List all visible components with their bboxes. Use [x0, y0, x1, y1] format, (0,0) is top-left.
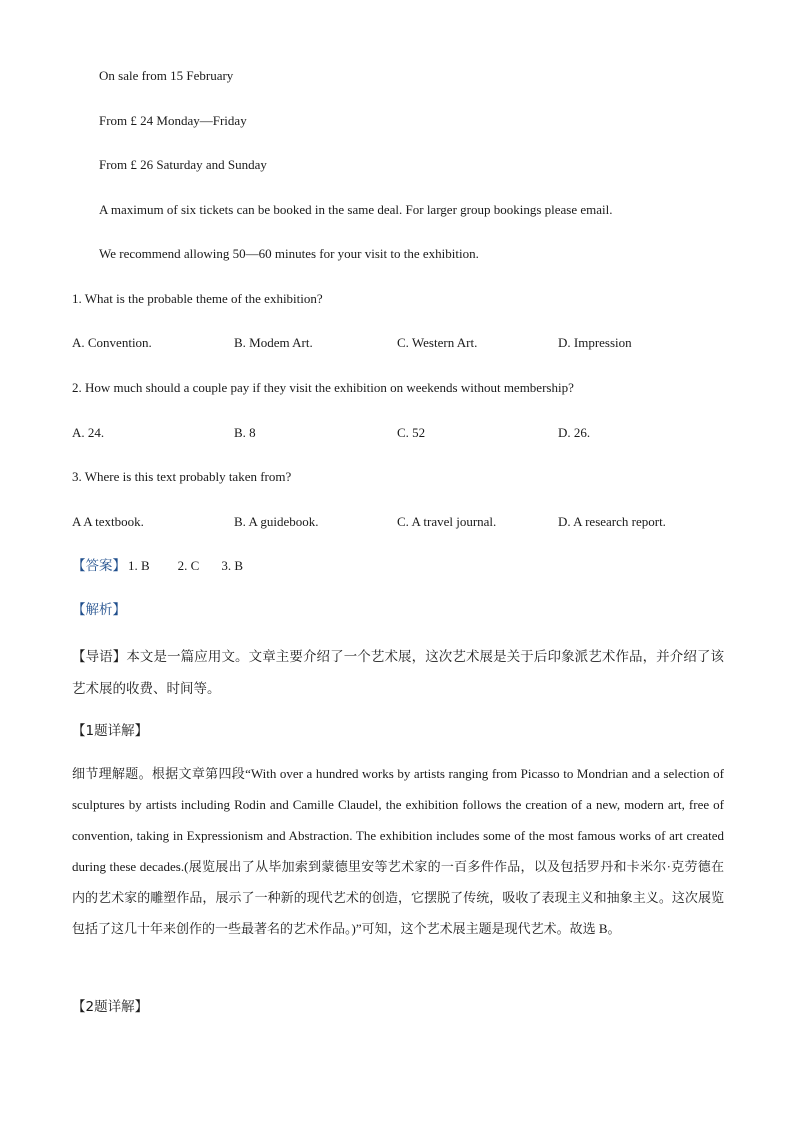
intro-text: 本文是一篇应用文。文章主要介绍了一个艺术展，这次艺术展是关于后印象派艺术作品，并介绍了该艺术展的收费、时间等。 — [72, 649, 725, 697]
answer-item-2: 2. C — [177, 558, 200, 573]
detail-2-tag: 【2题详解】 — [72, 999, 149, 1015]
question-3-option-d: D. A research report. — [558, 514, 666, 529]
question-1-option-a: A. Convention. — [72, 335, 152, 350]
question-2-option-b: B. 8 — [234, 425, 256, 440]
info-line-weekday-price: From £ 24 Monday—Friday — [99, 113, 247, 128]
info-line-ticket-limit: A maximum of six tickets can be booked in the same deal. For larger group bookings please email. — [99, 202, 613, 217]
analysis-tag: 【解析】 — [72, 602, 126, 618]
question-3-option-c: C. A travel journal. — [397, 514, 497, 529]
answer-item-3: 3. B — [221, 558, 244, 573]
info-line-sale-date: On sale from 15 February — [99, 68, 234, 83]
intro-tag: 【导语】 — [72, 649, 127, 665]
question-3-option-b: B. A guidebook. — [234, 514, 319, 529]
detail-1-paragraph: 细节理解题。根据文章第四段“With over a hundred works by artists ranging from Picasso to Mondrian and a selection of sculptures by artists including Rodin and Camille Claudel, the exhibition follows the creation of a new, modern art, free of convention, taking in Expressionism and Abstraction. The exhibition includes some of the most famous works of art created during these decades.(展览展出了从毕加索到蒙德里安等艺术家的一百多件作品，以及包括罗丹和卡米尔·克劳德在内的艺术家的雕塑作品，展示了一种新的现代艺术的创造，它摆脱了传统，吸收了表现主义和抽象主义。这次展览包括了这几十年来创作的一些最著名的艺术作品。)”可知，这个艺术展主题是现代艺术。故选 B。 — [72, 766, 724, 936]
question-2-option-a: A. 24. — [72, 425, 105, 440]
question-2-option-c: C. 52 — [397, 425, 426, 440]
question-2-stem: 2. How much should a couple pay if they visit the exhibition on weekends without membership? — [72, 380, 574, 395]
info-line-weekend-price: From £ 26 Saturday and Sunday — [99, 157, 267, 172]
answer-line — [72, 558, 243, 574]
answer-item-1: 1. B — [128, 558, 150, 573]
question-1-option-b: B. Modem Art. — [234, 335, 313, 350]
question-3-option-a: A A textbook. — [72, 514, 144, 529]
question-1-stem: 1. What is the probable theme of the exhibition? — [72, 291, 323, 306]
question-3-stem: 3. Where is this text probably taken from? — [72, 469, 292, 484]
answer-tag: 【答案】 — [72, 558, 126, 574]
intro-paragraph — [72, 641, 724, 705]
question-2-option-d: D. 26. — [558, 425, 591, 440]
question-1-option-d: D. Impression — [558, 335, 632, 350]
info-line-visit-duration: We recommend allowing 50—60 minutes for your visit to the exhibition. — [99, 246, 479, 261]
detail-1-tag: 【1题详解】 — [72, 723, 149, 739]
question-1-option-c: C. Western Art. — [397, 335, 478, 350]
